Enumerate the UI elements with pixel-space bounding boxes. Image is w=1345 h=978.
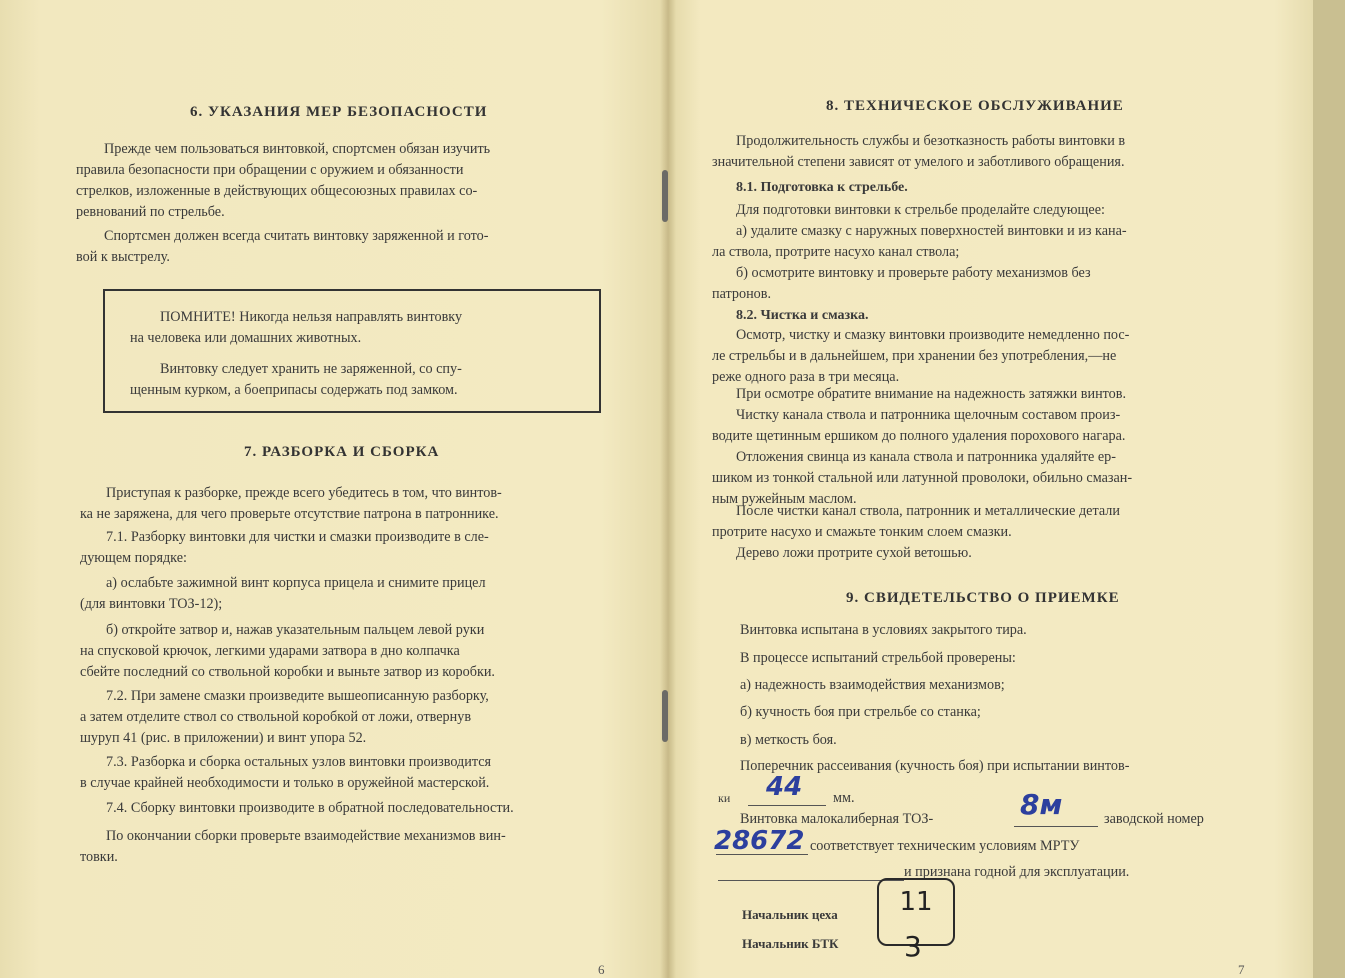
s9-line-8-prefix: Винтовка малокалиберная ТОЗ- [740,811,934,827]
staple-top [662,170,668,222]
s7-paragraph-5: 7.2. При замене смазки произведите вышеописанную разборку, а затем отделите ствол со ствольной коробкой от ложи, отвернув шуруп 41 (рис. в приложении) и винт упора 52. [80,688,489,746]
chief-btk-label: Начальник БТК [742,936,839,951]
s7-paragraph-4: б) откройте затвор и, нажав указательным пальцем левой руки на спусковой крючок, легкими ударами затвора в дно колпачка сбейте последний со ствольной коробки и выньте затвор из коробки. [80,622,495,680]
s8-paragraph-1: Продолжительность службы и безотказность работы винтовки в значительной степени зависят от умелого и заботливого обращения. [712,133,1126,170]
section-8-title: 8. ТЕХНИЧЕСКОЕ ОБСЛУЖИВАНИЕ [826,98,1124,114]
staple-bottom [662,690,668,742]
warning-text-2: Винтовку следует хранить не заряженной, со спу- щенным курком, а боеприпасы содержать под замком. [130,361,462,398]
s9-line-3: а) надежность взаимодействия механизмов; [740,677,1005,693]
s8-paragraph-3: Осмотр, чистку и смазку винтовки производите немедленно пос- ле стрельбы и в дальнейшем, при хранении без употребления,—не реже одного раза в три месяца. [712,327,1130,385]
s7-paragraph-2: 7.1. Разборку винтовки для чистки и смазки производите в сле- дующем порядке: [80,529,489,566]
page-number-right: 7 [1238,962,1245,977]
s9-line-4: б) кучность боя при стрельбе со станка; [740,704,981,720]
s8-paragraph-5: После чистки канал ствола, патронник и металлические детали протрите насухо и смажьте тонким слоем смазки. Дерево ложи протрите сухой ветошью. [712,503,1120,561]
handwritten-model: 8м [1020,788,1063,821]
s8-subheading-2: 8.2. Чистка и смазка. [736,308,869,323]
s9-line-1: Винтовка испытана в условиях закрытого тира. [740,622,1027,638]
signature-blank [718,880,904,881]
s9-line-6: Поперечник рассеивания (кучность боя) при испытании винтов- [740,758,1130,774]
page-number-left: 6 [598,962,605,977]
handwritten-serial: 28672 [714,826,805,856]
cover-edge [1313,0,1345,978]
s7-paragraph-7: 7.4. Сборку винтовки производите в обратной последовательности. [106,800,514,816]
handwritten-dispersion: 44 [766,772,803,802]
s6-paragraph-2: Спортсмен должен всегда считать винтовку заряженной и гото- вой к выстрелу. [76,228,489,265]
s9-line-8-suffix: заводской номер [1104,811,1204,827]
book-spine [660,0,676,978]
s9-line-7-prefix: ки [718,791,731,805]
s9-line-5: в) меткость боя. [740,732,837,748]
s7-paragraph-1: Приступая к разборке, прежде всего убедитесь в том, что винтов- ка не заряжена, для чего проверьте отсутствие патрона в патроннике. [80,485,502,522]
chief-workshop-label: Начальник цеха [742,907,838,922]
s9-line-9: соответствует техническим условиям МРТУ [810,838,1080,854]
s9-line-2: В процессе испытаний стрельбой проверены: [740,650,1016,666]
s8-subheading-1: 8.1. Подготовка к стрельбе. [736,180,908,195]
warning-box [103,289,601,413]
qc-stamp: 11 [877,878,955,946]
warning-text-1: ПОМНИТЕ! Никогда нельзя направлять винтовку на человека или домашних животных. [130,309,463,346]
s8-paragraph-2: Для подготовки винтовки к стрельбе проделайте следующее: а) удалите смазку с наружных поверхностей винтовки и из кана- ла ствола, протрите насухо канал ствола; б) осмотрите винтовку и проверьте работу механизмов без патронов. [712,202,1127,302]
s6-paragraph-1: Прежде чем пользоваться винтовкой, спортсмен обязан изучить правила безопасности при обращении с оружием и обязанности стрелков, изложенные в действующих общесоюзных правилах со- ревнований по стрельбе. [76,141,491,220]
s9-line-7-suffix: мм. [833,790,855,806]
s9-line-10: и признана годной для эксплуатации. [904,864,1130,880]
left-page [0,0,668,978]
s7-paragraph-6: 7.3. Разборка и сборка остальных узлов винтовки производится в случае крайней необходимости и только в оружейной мастерской. [80,754,492,791]
section-9-title: 9. СВИДЕТЕЛЬСТВО О ПРИЕМКЕ [846,590,1120,606]
right-page [668,0,1313,978]
section-6-title: 6. УКАЗАНИЯ МЕР БЕЗОПАСНОСТИ [190,104,488,120]
s8-paragraph-4: При осмотре обратите внимание на надежность затяжки винтов. Чистку канала ствола и патронника щелочным составом произ- водите щетинным ершиком до полного удаления порохового нагара. Отложения свинца из канала ствола и патронника удаляйте ер- шиком из тонкой стальной или латунной проволоки, обильно смазан- ным ружейным маслом. [712,386,1133,507]
s7-paragraph-8: По окончании сборки проверьте взаимодействие механизмов вин- товки. [80,828,506,865]
s7-paragraph-3: а) ослабьте зажимной винт корпуса прицела и снимите прицел (для винтовки ТОЗ-12); [80,575,486,612]
model-blank [1014,826,1098,827]
section-7-title: 7. РАЗБОРКА И СБОРКА [244,444,440,460]
stamp-digit-bottom: 3 [904,930,922,963]
dispersion-blank [748,805,826,806]
